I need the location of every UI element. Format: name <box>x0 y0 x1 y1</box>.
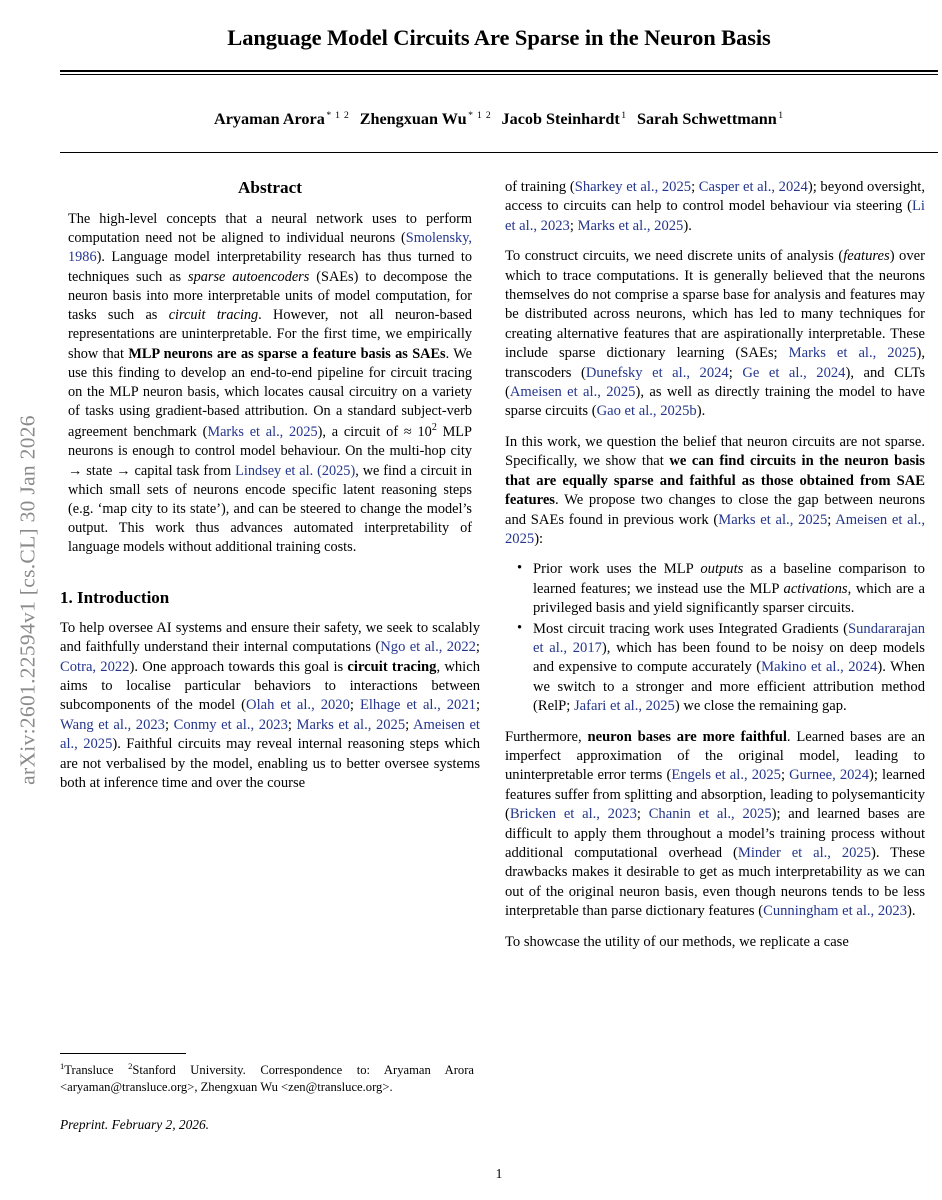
author-name <box>637 110 784 128</box>
body-text: The high-level concepts that a neural network uses to perform computation need not be aligned to individual neurons ( <box>68 211 472 247</box>
body-text: ; <box>780 767 790 784</box>
abstract-heading: Abstract <box>238 178 302 197</box>
citation-link[interactable]: Ngo et al., 2022 <box>380 639 476 656</box>
citation-link[interactable]: Elhage et al., 2021 <box>359 697 476 714</box>
body-text: ). These drawbacks makes it desirable to get as much interpretability as we can out of the original neuron basis, even though neurons tends to be less interpretable than parse dictionary features ( <box>505 845 925 920</box>
body-text: ; <box>405 716 413 733</box>
citation-link[interactable]: Gao et al., 2025b <box>596 403 697 420</box>
citation-link[interactable]: Marks et al., 2025 <box>788 345 917 362</box>
body-text: ). One approach towards this goal is <box>129 658 348 675</box>
citation-link[interactable]: Jafari et al., 2025 <box>573 698 675 715</box>
body-text: ; <box>691 179 699 195</box>
body-text: To showcase the utility of our methods, we replicate a case <box>505 933 849 950</box>
citation-link[interactable]: Bricken et al., 2023 <box>509 806 637 823</box>
body-text: ), a circuit of <box>317 424 404 441</box>
citation-link[interactable]: Ge et al., 2024 <box>742 364 846 381</box>
author-list <box>56 109 942 130</box>
page-number: 1 <box>495 1166 503 1181</box>
body-text: ) we close the remaining gap. <box>674 698 847 715</box>
inline-math: ≈ $10^2$ <box>403 422 437 441</box>
body-text: as a baseline comparison to learned features; we instead use the MLP <box>533 561 925 597</box>
body-text: ; <box>728 364 743 381</box>
right-paragraph-2 <box>505 247 925 422</box>
body-text: Most circuit tracing work uses Integrated Gradients ( <box>533 620 848 637</box>
citation-link[interactable]: Sharkey et al., 2025 <box>574 179 692 195</box>
citation-link[interactable]: Dunefsky et al., 2024 <box>585 364 729 381</box>
contribution-bullet-list <box>505 560 925 716</box>
body-text: ); learned features suffer from splitting and absorption, leading to polysemanticity ( <box>505 767 926 823</box>
page-title: Language Model Circuits Are Sparse in the Neuron Basis <box>227 25 771 50</box>
body-text: ; <box>475 639 480 656</box>
body-text: , which aims to localise particular behaviors to interactions between subcomponents of the model ( <box>60 658 480 714</box>
body-text: ; <box>475 697 481 714</box>
body-text: , which are a privileged basis and yield significantly sparser circuits. <box>533 580 925 617</box>
citation-link[interactable]: Marks et al., 2025 <box>207 424 318 441</box>
affiliation-marker: 1 <box>60 1061 65 1071</box>
body-text: ). Language model interpretability research has thus turned to techniques such as <box>68 249 472 285</box>
title-block <box>56 0 942 153</box>
two-column-body <box>56 178 942 1188</box>
body-text: Prior work uses the MLP <box>533 561 701 578</box>
title-divider-double <box>60 70 938 75</box>
list-item <box>531 560 925 618</box>
author-label: Jacob Steinhardt <box>501 110 620 129</box>
author-affiliation-marker: * 1 2 <box>326 109 350 121</box>
citation-link[interactable]: Ameisen et al., 2025 <box>60 716 480 753</box>
body-text: ) over which to trace computations. It is generally believed that the neurons themselves do not comprise a sparse base for analysis and features may be distributed across neurons, which has led to many techniques for creating alternative features that are aspirationally interpretable. These include sparse dictionary learning (SAEs; <box>505 248 925 362</box>
right-paragraph-3 <box>505 433 925 549</box>
author-name <box>214 110 350 128</box>
citation-link[interactable]: Olah et al., 2020 <box>246 697 350 714</box>
body-text: ), transcoders ( <box>505 345 925 381</box>
body-text: ), and CLTs ( <box>505 364 926 401</box>
body-text: (SAEs) to decompose the neuron basis into more interpretable units of model computation, for tasks such as <box>68 268 473 324</box>
body-text: MLP neurons is enough to control model behaviour. On the multi-hop city → state → capital task from <box>68 424 472 479</box>
author-name <box>502 110 627 128</box>
body-text: To help oversee AI systems and ensure their safety, we seek to scalably and faithfully understand their internal computations ( <box>60 619 480 656</box>
affiliation-marker: 2 <box>128 1061 133 1071</box>
body-text: ; <box>636 806 649 823</box>
author-label: Sarah Schwettmann <box>636 110 777 129</box>
body-text: ). <box>696 403 706 420</box>
citation-link[interactable]: Engels et al., 2025 <box>671 767 781 784</box>
body-text: ; <box>827 511 836 528</box>
arxiv-stamp-text: arXiv:2601.22594v1 [cs.CL] 30 Jan 2026 <box>15 415 40 785</box>
author-label: Aryaman Arora <box>214 110 325 129</box>
citation-link[interactable]: Li et al., 2023 <box>505 198 925 234</box>
body-text: Transluce <box>64 1063 129 1078</box>
emphasised-term: outputs <box>700 561 744 578</box>
section-heading-introduction: 1. Introduction <box>60 587 170 607</box>
left-column <box>60 178 480 793</box>
footnote-area <box>60 1053 480 1133</box>
citation-link[interactable]: Gurnee, 2024 <box>789 767 870 784</box>
paper-page <box>56 0 942 1200</box>
body-text: . Learned bases are an imperfect approximation of the original model, leading to uninterpretable error terms ( <box>505 728 925 784</box>
emphasised-term: features <box>843 248 890 265</box>
preprint-notice: Preprint. February 2, 2026. <box>60 1117 210 1133</box>
citation-link[interactable]: Lindsey et al. (2025) <box>235 462 356 479</box>
body-text: ; <box>569 217 578 234</box>
citation-link[interactable]: Smolensky, 1986 <box>68 230 472 266</box>
body-text: ). When we switch to a stronger and more efficient attribution method (RelP; <box>533 659 925 715</box>
author-affiliation-marker: 1 <box>778 109 784 121</box>
citation-link[interactable]: Casper et al., 2024 <box>698 179 808 195</box>
authors-divider <box>60 152 938 153</box>
citation-link[interactable]: Chanin et al., 2025 <box>648 806 772 823</box>
body-text: of training ( <box>505 179 575 195</box>
abstract-body <box>68 210 472 558</box>
arxiv-stamp <box>0 0 56 1200</box>
author-affiliation-marker: 1 <box>621 109 627 121</box>
body-text: ). <box>683 217 692 234</box>
citation-link[interactable]: Cotra, 2022 <box>60 658 130 675</box>
author-name <box>360 110 492 128</box>
citation-link[interactable]: Marks et al., 2025 <box>296 716 406 733</box>
right-paragraph-continued <box>505 178 925 236</box>
citation-link[interactable]: Conmy et al., 2023 <box>173 716 288 733</box>
author-affiliation-marker: * 1 2 <box>468 109 492 121</box>
citation-link[interactable]: Marks et al., 2025 <box>718 511 828 528</box>
bold-claim: circuit tracing <box>347 658 437 675</box>
emphasised-term: sparse autoencoders <box>188 268 310 285</box>
emphasised-term: circuit tracing <box>168 307 259 324</box>
list-item <box>531 620 925 717</box>
intro-paragraph-1 <box>60 619 480 794</box>
body-text: ; <box>349 697 360 714</box>
body-text: Furthermore, <box>505 728 588 745</box>
citation-link[interactable]: Marks et al., 2025 <box>577 217 684 234</box>
citation-link[interactable]: Wang et al., 2023 <box>60 716 165 733</box>
body-text: ; <box>164 716 174 733</box>
bold-claim: we can find circuits in the neuron basis that are equally sparse and faithful as those obtained from SAE features <box>505 453 925 509</box>
citation-link[interactable]: Cunningham et al., 2023 <box>763 903 908 920</box>
right-paragraph-4 <box>505 728 925 922</box>
body-text: , we find a circuit in which small sets of neurons encode specific latent reasoning steps (e.g. ‘map city to its state’), and can be steered to change the model’s output. This work thus advances automated interpretability of language models without additional training costs. <box>68 462 472 556</box>
citation-link[interactable]: Ameisen et al., 2025 <box>505 511 925 547</box>
body-text: . However, not all neuron-based representations are uninterpretable. For the first time, we empirically show that <box>68 307 472 362</box>
bold-claim: neuron bases are more faithful <box>587 728 787 745</box>
citation-link[interactable]: Ameisen et al., 2025 <box>509 384 636 401</box>
emphasised-term: activations <box>783 580 848 597</box>
bold-claim: MLP neurons are as sparse a feature basis as SAEs <box>128 345 446 362</box>
author-label: Zhengxuan Wu <box>359 110 467 129</box>
right-column <box>505 178 925 952</box>
body-text: . We propose two changes to close the gap between neurons and SAEs found in previous work ( <box>505 492 925 528</box>
body-text: ); and learned bases are difficult to apply them throughout a model’s training process without additional computational overhead ( <box>505 806 925 861</box>
citation-link[interactable]: Makino et al., 2024 <box>761 659 878 676</box>
right-paragraph-5 <box>505 933 925 952</box>
body-text: ; <box>287 716 297 733</box>
citation-link[interactable]: Sundararajan et al., 2017 <box>533 620 925 656</box>
body-text: ), as well as directly training the model to have sparse circuits ( <box>505 384 925 420</box>
footnote-divider <box>60 1053 186 1054</box>
body-text: To construct circuits, we need discrete units of analysis ( <box>505 248 844 265</box>
body-text: Stanford University. Correspondence to: Aryaman Arora <aryaman@transluce.org>, Zhengxuan Wu <zen@transluce.org>. <box>60 1063 475 1094</box>
footnote-affiliations <box>60 1061 474 1095</box>
body-text: ). <box>907 903 916 920</box>
citation-link[interactable]: Minder et al., 2025 <box>737 845 872 861</box>
body-text: ). Faithful circuits may reveal internal reasoning steps which are not verbalised by the model, enabling us to better oversee systems both at inference time and over the course <box>60 736 480 791</box>
body-text: ): <box>534 530 544 547</box>
body-text: . We use this finding to develop an end-to-end pipeline for circuit tracing on the MLP neuron basis, which locates causal circuitry on a variety of tasks using gradient-based attribution. On a standard subject-verb agreement benchmark ( <box>68 345 472 441</box>
body-text: ); beyond oversight, access to circuits can help to control model behaviour via steering ( <box>505 179 925 215</box>
body-text: In this work, we question the belief that neuron circuits are not sparse. Specifically, we show that <box>505 433 925 470</box>
body-text: ), which has been found to be noisy on deep models and expensive to compute accurately ( <box>533 639 925 676</box>
